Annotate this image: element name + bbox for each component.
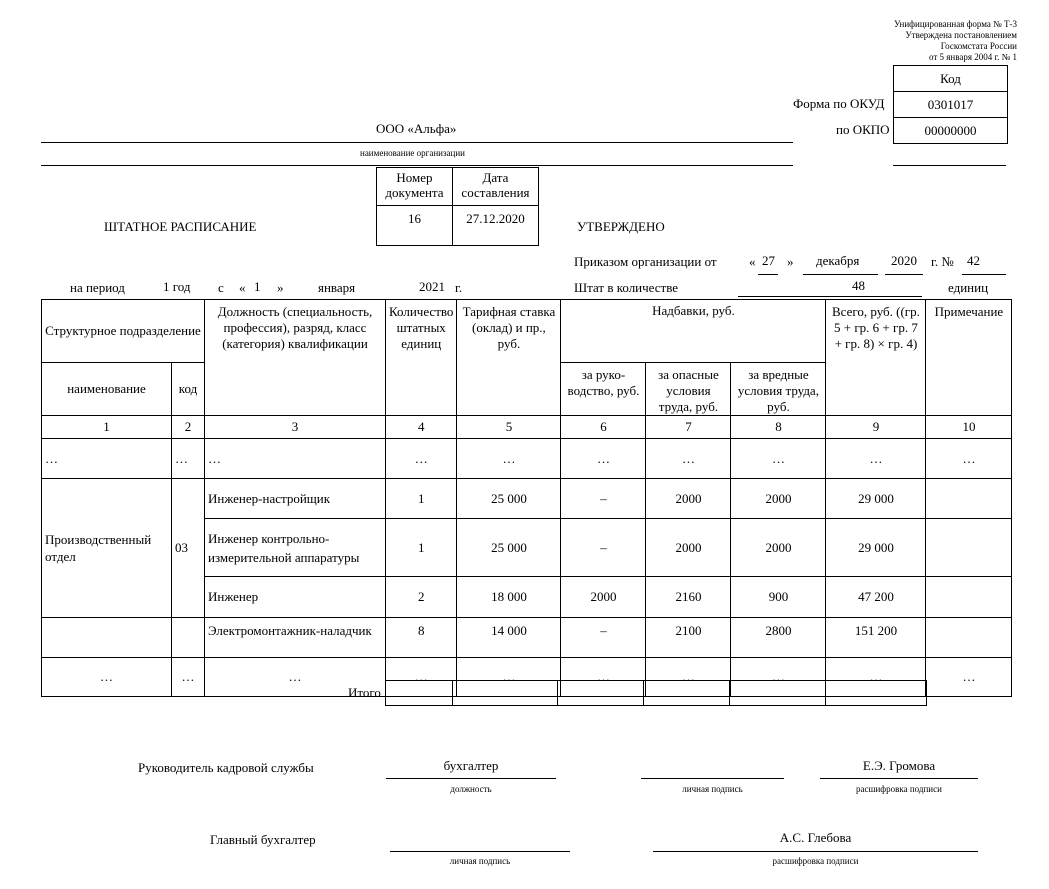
chief-name[interactable]: А.С. Глебова [779, 830, 852, 845]
table-cell[interactable]: … [561, 439, 646, 479]
hr-head-label: Руководитель кадровой службы [138, 760, 314, 775]
position-cell[interactable]: Инженер-настройщик [205, 479, 386, 519]
staff-unit: единиц [948, 280, 989, 295]
table-cell[interactable]: … [205, 658, 386, 697]
total-tariff-cell[interactable] [453, 681, 558, 706]
org-divider [41, 165, 793, 166]
total-cell[interactable]: 29 000 [826, 479, 926, 519]
count-cell[interactable]: 1 [386, 479, 457, 519]
col-number: 4 [386, 416, 457, 439]
table-cell[interactable]: … [172, 658, 205, 697]
hr-name-line [820, 778, 978, 779]
table-cell[interactable]: … [561, 658, 646, 697]
header-count: Количество штатных единиц [386, 300, 457, 416]
period-quote-close: » [277, 280, 284, 295]
header-harmful: за вредные условия труда, руб. [731, 363, 826, 416]
organization-name[interactable]: ООО «Альфа» [376, 121, 457, 136]
chief-signature-line[interactable] [390, 851, 570, 852]
note-cell[interactable] [926, 479, 1012, 519]
order-year-line [885, 274, 923, 275]
form-header-line: Утверждена постановлением [905, 30, 1017, 40]
order-quote-open: « [749, 254, 756, 269]
table-row [42, 479, 1012, 519]
table-cell[interactable]: … [646, 658, 731, 697]
table-cell[interactable]: … [926, 658, 1012, 697]
doc-number[interactable]: 16 [377, 206, 453, 246]
staff-count-line [738, 296, 922, 297]
signature-caption: личная подпись [682, 784, 743, 794]
table-cell[interactable]: … [457, 658, 561, 697]
chief-name-line [653, 851, 978, 852]
header-hazard: за опасные условия труда, руб. [646, 363, 731, 416]
chief-accountant-label: Главный бухгалтер [210, 832, 316, 847]
order-label: Приказом организации от [574, 254, 717, 269]
decode-caption: расшифровка подписи [772, 856, 859, 866]
header-manager: за руко-водство, руб. [561, 363, 646, 416]
tariff-cell[interactable]: 14 000 [457, 618, 561, 658]
order-month[interactable]: декабря [816, 253, 860, 268]
period-quote-open: « [239, 280, 246, 295]
hazard-cell[interactable]: 2000 [646, 519, 731, 577]
form-header-line: Госкомстата России [940, 41, 1017, 51]
table-cell[interactable]: … [826, 658, 926, 697]
harmful-cell[interactable]: 2000 [731, 519, 826, 577]
total-manager-cell[interactable] [558, 681, 644, 706]
count-cell[interactable]: 2 [386, 577, 457, 618]
table-cell[interactable]: … [826, 439, 926, 479]
organization-caption: наименование организации [360, 148, 465, 158]
code-header: Код [894, 66, 1007, 92]
approved-label: УТВЕРЖДЕНО [577, 219, 665, 234]
code-box [893, 65, 1008, 144]
hr-name[interactable]: Е.Э. Громова [862, 758, 936, 773]
hr-position-line [386, 778, 556, 779]
table-cell[interactable]: … [386, 439, 457, 479]
document-number-box [376, 167, 539, 246]
header-name: наименование [42, 363, 172, 416]
total-harmful-cell[interactable] [730, 681, 826, 706]
hazard-cell[interactable]: 2000 [646, 479, 731, 519]
order-number[interactable]: 42 [967, 253, 980, 268]
order-number-line [962, 274, 1006, 275]
col-number: 1 [42, 416, 172, 439]
period-year-suffix: г. [455, 280, 463, 295]
document-title: ШТАТНОЕ РАСПИСАНИЕ [104, 219, 257, 234]
form-header-line: Унифицированная форма № Т-3 [893, 19, 1017, 29]
department-name[interactable]: Производственный отдел [42, 479, 172, 618]
period-month[interactable]: января [318, 280, 356, 295]
table-cell[interactable]: … [731, 439, 826, 479]
total-cell[interactable]: 151 200 [826, 618, 926, 658]
hr-position[interactable]: бухгалтер [443, 758, 499, 773]
period-year[interactable]: 2021 [419, 279, 445, 294]
form-header-line: от 5 января 2004 г. № 1 [928, 52, 1017, 62]
okpo-divider [893, 165, 1006, 166]
table-cell[interactable] [172, 618, 205, 658]
total-row [385, 680, 927, 706]
order-day-line [758, 274, 778, 275]
manager-cell[interactable]: – [561, 479, 646, 519]
total-label: Итого [348, 685, 381, 700]
table-cell[interactable]: … [386, 658, 457, 697]
table-row [42, 439, 1012, 479]
manager-cell[interactable]: – [561, 519, 646, 577]
col-number: 6 [561, 416, 646, 439]
tariff-cell[interactable]: 25 000 [457, 519, 561, 577]
col-number: 3 [205, 416, 386, 439]
period-day[interactable]: 1 [254, 279, 261, 294]
table-cell[interactable]: … [926, 439, 1012, 479]
order-quote-close: » [787, 254, 794, 269]
harmful-cell[interactable]: 2800 [731, 618, 826, 658]
header-structural-unit: Структурное подразделение [42, 300, 205, 363]
col-number: 9 [826, 416, 926, 439]
total-hazard-cell[interactable] [644, 681, 730, 706]
okpo-label: по ОКПО [836, 122, 890, 137]
col-number: 5 [457, 416, 561, 439]
col-number: 8 [731, 416, 826, 439]
position-caption: должность [450, 784, 492, 794]
tariff-cell[interactable]: 25 000 [457, 479, 561, 519]
period-duration[interactable]: 1 год [163, 279, 191, 294]
note-cell[interactable] [926, 618, 1012, 658]
hr-signature-line[interactable] [641, 778, 784, 779]
total-cell[interactable]: 29 000 [826, 519, 926, 577]
doc-date[interactable]: 27.12.2020 [452, 206, 538, 246]
table-cell[interactable]: … [42, 658, 172, 697]
harmful-cell[interactable]: 900 [731, 577, 826, 618]
harmful-cell[interactable]: 2000 [731, 479, 826, 519]
table-cell[interactable] [42, 618, 172, 658]
period-label: на период [70, 280, 125, 295]
okpo-value[interactable]: 00000000 [924, 123, 977, 138]
org-underline [41, 142, 793, 143]
total-cell[interactable]: 47 200 [826, 577, 926, 618]
note-cell[interactable] [926, 577, 1012, 618]
doc-date-header: Дата составления [452, 168, 538, 206]
form-header [894, 19, 1017, 63]
position-cell[interactable]: Инженер контрольно-измерительной аппаратуры [205, 519, 386, 577]
table-cell[interactable]: … [172, 439, 205, 479]
header-position: Должность (специальность, профессия), разряд, класс (категория) квалификации [205, 300, 386, 416]
col-number: 7 [646, 416, 731, 439]
col-number: 10 [926, 416, 1012, 439]
order-day[interactable]: 27 [762, 253, 775, 268]
staffing-table [41, 299, 1012, 697]
signature-caption: личная подпись [449, 856, 511, 866]
table-cell[interactable]: … [457, 439, 561, 479]
staff-label: Штат в количестве [574, 280, 679, 295]
total-sum-cell[interactable] [826, 681, 927, 706]
manager-cell[interactable]: – [561, 618, 646, 658]
order-month-line [803, 274, 878, 275]
count-cell[interactable]: 8 [386, 618, 457, 658]
position-cell[interactable]: Инженер [205, 577, 386, 618]
table-row [42, 618, 1012, 658]
tariff-cell[interactable]: 18 000 [457, 577, 561, 618]
note-cell[interactable] [926, 519, 1012, 577]
total-count-cell[interactable] [386, 681, 453, 706]
okud-value[interactable]: 0301017 [894, 92, 1007, 118]
position-cell[interactable]: Электромонтажник-наладчик [205, 618, 386, 658]
order-year[interactable]: 2020 [891, 253, 917, 268]
header-tariff: Тарифная ставка (оклад) и пр., руб. [457, 300, 561, 416]
count-cell[interactable]: 1 [386, 519, 457, 577]
table-cell[interactable]: … [42, 439, 172, 479]
period-from: с [218, 280, 224, 295]
table-cell[interactable]: … [731, 658, 826, 697]
table-cell[interactable]: … [646, 439, 731, 479]
col-number: 2 [172, 416, 205, 439]
table-cell[interactable]: … [205, 439, 386, 479]
header-note: Примечание [926, 300, 1012, 416]
header-code: код [172, 363, 205, 416]
order-year-suffix: г. № [931, 254, 954, 269]
staff-count[interactable]: 48 [852, 278, 865, 293]
hazard-cell[interactable]: 2160 [646, 577, 731, 618]
hazard-cell[interactable]: 2100 [646, 618, 731, 658]
okud-label: Форма по ОКУД [793, 96, 885, 111]
header-total: Всего, руб. ((гр. 5 + гр. 6 + гр. 7 + гр. 8) × гр. 4) [826, 300, 926, 416]
decode-caption: расшифровка подписи [856, 784, 942, 794]
department-code[interactable]: 03 [172, 479, 205, 618]
manager-cell[interactable]: 2000 [561, 577, 646, 618]
header-allowances: Надбавки, руб. [561, 300, 826, 363]
doc-number-header: Номер документа [377, 168, 453, 206]
